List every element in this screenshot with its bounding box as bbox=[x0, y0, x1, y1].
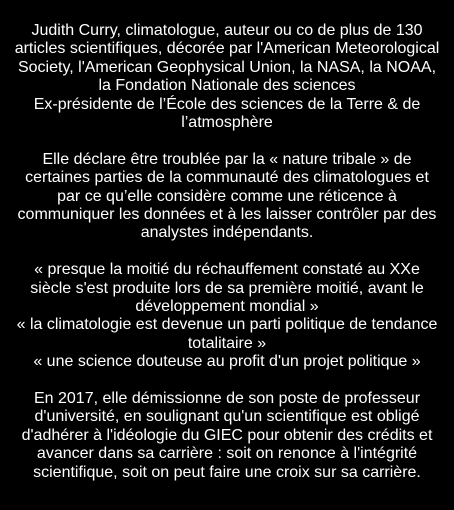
paragraph-spacer bbox=[0, 243, 454, 261]
resignation-line: En 2017, elle démissionne de son poste de professeur bbox=[33, 390, 421, 408]
statement-line: certaines parties de la communauté des climatologues et bbox=[25, 169, 429, 187]
bio-line: Ex-présidente de l’École des sciences de la Terre & de bbox=[33, 95, 421, 113]
quotes-paragraph bbox=[0, 261, 454, 371]
resignation-line: d'université, en soulignant qu'un scientifique est obligé bbox=[34, 408, 420, 426]
statement-line: Elle déclare être troublée par la « nature tribale » de bbox=[42, 150, 412, 168]
quote-line: « la climatologie est devenue un parti politique de tendance bbox=[16, 316, 438, 334]
statement-line: par ce qu’elle considère comme une réticence à bbox=[57, 187, 397, 205]
quote-line: « presque la moitié du réchauffement constaté au XXe bbox=[34, 261, 420, 279]
paragraph-spacer bbox=[0, 132, 454, 150]
quote-line: développement mondial » bbox=[135, 298, 319, 316]
bio-line: articles scientifiques, décorée par l'American Meteorological bbox=[14, 40, 440, 58]
statement-paragraph bbox=[0, 151, 454, 243]
bio-line: Society, l'American Geophysical Union, la NASA, la NOAA, bbox=[17, 58, 437, 76]
bio-line: la Fondation Nationale des sciences bbox=[98, 77, 356, 95]
quote-line: totalitaire » bbox=[187, 334, 267, 352]
paragraph-spacer bbox=[0, 372, 454, 390]
resignation-line: d'adhérer à l'idéologie du GIEC pour obtenir des crédits et bbox=[21, 426, 433, 444]
resignation-line: avancer dans sa carrière : soit on renonce à l'intégrité bbox=[36, 445, 418, 463]
bio-line: l’atmosphère bbox=[181, 114, 273, 132]
quote-line: siècle s'est produite lors de sa première moitié, avant le bbox=[30, 279, 424, 297]
bio-line: Judith Curry, climatologue, auteur ou co de plus de 130 bbox=[31, 22, 423, 39]
resignation-paragraph bbox=[0, 390, 454, 482]
quote-line: « une science douteuse au profit d'un projet politique » bbox=[33, 353, 421, 371]
statement-line: communiquer les données et à les laisser contrôler par des bbox=[17, 206, 437, 224]
resignation-line: scientifique, soit on peut faire une croix sur sa carrière. bbox=[33, 463, 421, 481]
statement-line: analystes indépendants. bbox=[140, 224, 314, 242]
bio-paragraph bbox=[0, 22, 454, 132]
